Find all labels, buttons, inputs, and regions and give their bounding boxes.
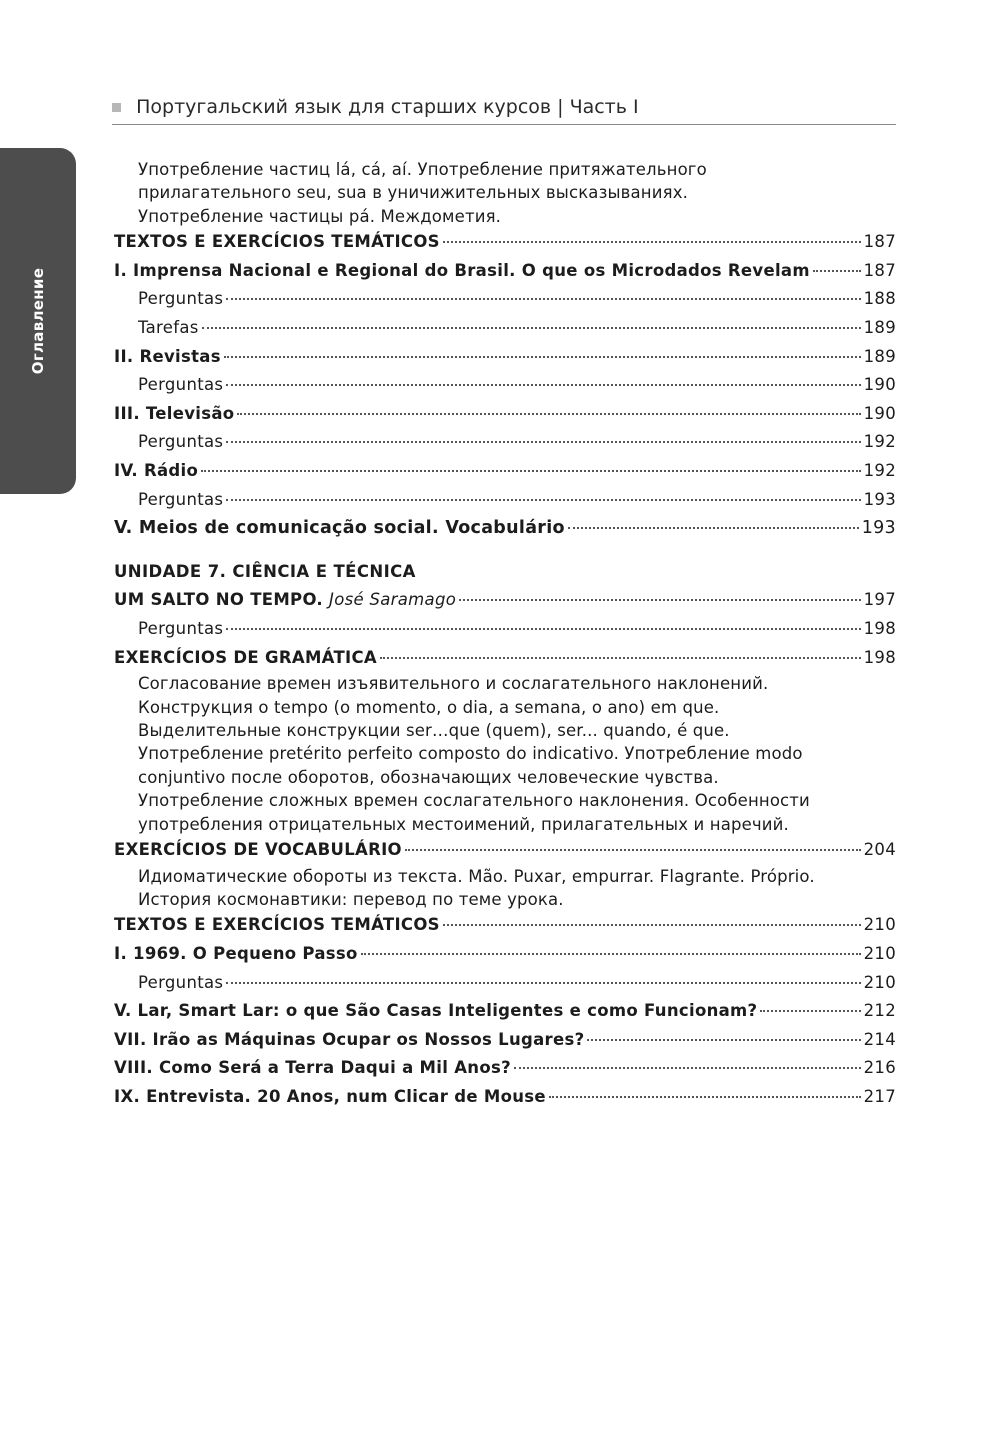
toc-entry-page: 212 (863, 1001, 896, 1021)
toc-entry-label: IX. Entrevista. 20 Anos, num Clicar de Mouse (114, 1086, 546, 1106)
toc-entry-label: Perguntas (138, 618, 224, 638)
toc-subentry[interactable] (114, 428, 896, 457)
toc-entry-page: 190 (863, 375, 896, 395)
toc-entry-page: 210 (863, 943, 896, 963)
toc-entry-page: 193 (863, 489, 896, 509)
toc-entry[interactable] (114, 911, 896, 940)
unit-title: UNIDADE 7. CIÊNCIA E TÉCNICA (114, 561, 416, 581)
toc-entry-page: 190 (863, 403, 896, 423)
desc-line: Согласование времен изъявительного и сослагательного наклонений. (138, 674, 769, 694)
intro-description (114, 158, 896, 228)
toc-entry-page: 198 (863, 647, 896, 667)
header-title: Португальский язык для старших курсов | Часть I (136, 96, 639, 118)
dot-leader (201, 470, 860, 472)
toc-entry-label: Perguntas (138, 489, 224, 509)
toc-entry[interactable] (114, 940, 896, 969)
toc-entry-label: V. Lar, Smart Lar: o que São Casas Inteligentes e como Funcionam? (114, 1001, 758, 1021)
dot-leader (224, 356, 861, 358)
toc-subentry[interactable] (114, 285, 896, 314)
toc-entry-label: III. Televisão (114, 403, 235, 423)
toc-entry-page: 197 (863, 590, 896, 610)
toc-entry[interactable] (114, 228, 896, 257)
dot-leader (813, 270, 861, 272)
toc-entry-page: 189 (863, 318, 896, 337)
toc-entry-label: VIII. Como Será a Terra Daqui a Mil Anos? (114, 1058, 511, 1078)
dot-leader (226, 982, 860, 984)
dot-leader (514, 1067, 861, 1069)
toc-subentry[interactable] (114, 486, 896, 515)
desc-line: Употребление частицы pá. Междометия. (138, 206, 502, 226)
dot-leader (443, 924, 861, 926)
dot-leader (226, 628, 860, 630)
toc-entry[interactable] (114, 1026, 896, 1055)
toc-entry-page: 188 (863, 289, 896, 309)
dot-leader (237, 413, 860, 415)
dot-leader (361, 953, 861, 955)
dot-leader (568, 527, 859, 529)
desc-line: Идиоматические обороты из текста. Mão. Puxar, empurrar. Flagrante. Próprio. (138, 866, 815, 886)
desc-line: употребления отрицательных местоимений, прилагательных и наречий. (138, 814, 789, 834)
toc-entry-label: II. Revistas (114, 346, 221, 366)
toc-entry-label: TEXTOS E EXERCÍCIOS TEMÁTICOS (114, 232, 440, 252)
grammar-description (114, 672, 896, 836)
header-marker-icon (112, 103, 121, 112)
desc-line: Употребление частиц lá, cá, aí. Употребление притяжательного (138, 160, 707, 179)
toc-entry[interactable] (114, 1054, 896, 1083)
side-tab (0, 148, 76, 494)
toc-entry[interactable] (114, 257, 896, 286)
toc-entry-page: 214 (863, 1029, 896, 1049)
toc-entry-label: Tarefas (138, 318, 199, 337)
desc-line: Употребление сложных времен сослагательного наклонения. Особенности (138, 791, 810, 811)
toc-entry-title: UM SALTO NO TEMPO. (114, 590, 323, 610)
toc-entry[interactable] (114, 514, 896, 543)
toc-entry-page: 192 (863, 432, 896, 452)
dot-leader (549, 1096, 861, 1098)
toc-entry-page: 193 (861, 518, 896, 539)
dot-leader (226, 441, 860, 443)
toc-entry-author: José Saramago (329, 590, 457, 610)
toc-entry-page: 187 (863, 260, 896, 280)
toc-entry-label: Perguntas (138, 375, 224, 395)
desc-line: Употребление pretérito perfeito composto do indicativo. Употребление modo (138, 744, 803, 764)
toc-entry-label (114, 586, 456, 615)
dot-leader (443, 241, 861, 243)
toc-subentry[interactable] (114, 314, 896, 343)
toc-entry-label: Perguntas (138, 972, 224, 992)
toc-entry-label: I. 1969. O Pequeno Passo (114, 943, 358, 963)
toc-entry-label: Perguntas (138, 432, 224, 452)
dot-leader (380, 657, 861, 659)
toc-entry[interactable] (114, 343, 896, 372)
toc-entry[interactable] (114, 457, 896, 486)
dot-leader (760, 1010, 860, 1012)
desc-line: Выделительные конструкции ser…que (quem), ser... quando, é que. (138, 720, 730, 740)
toc-entry-label: I. Imprensa Nacional e Regional do Brasil. O que os Microdados Revelam (114, 260, 810, 280)
toc-subentry[interactable] (114, 615, 896, 644)
toc-subentry[interactable] (114, 969, 896, 998)
toc-entry-page: 187 (863, 232, 896, 252)
toc-entry[interactable] (114, 586, 896, 615)
toc-entry-page: 217 (863, 1086, 896, 1106)
toc-entry-label: V. Meios de comunicação social. Vocabulário (114, 518, 565, 539)
toc-entry-page: 210 (863, 915, 896, 935)
toc-entry-label: TEXTOS E EXERCÍCIOS TEMÁTICOS (114, 915, 440, 935)
dot-leader (459, 599, 860, 601)
dot-leader (226, 384, 860, 386)
toc-entry-label: EXERCÍCIOS DE GRAMÁTICA (114, 647, 377, 667)
toc-entry-page: 198 (863, 618, 896, 638)
toc-entry[interactable] (114, 997, 896, 1026)
desc-line: прилагательного seu, sua в уничижительных высказываниях. (138, 183, 688, 203)
page-header (112, 96, 896, 125)
desc-line: conjuntivo после оборотов, обозначающих человеческие чувства. (138, 767, 719, 787)
toc-entry[interactable] (114, 1083, 896, 1112)
toc-entry-label: IV. Rádio (114, 460, 199, 480)
desc-line: Конструкция o tempo (o momento, o dia, a semana, o ano) em que. (138, 697, 720, 717)
toc-entry[interactable] (114, 400, 896, 429)
toc-entry-label: VII. Irão as Máquinas Ocupar os Nossos Lugares? (114, 1029, 585, 1049)
toc-content (114, 158, 896, 1112)
dot-leader (202, 327, 861, 329)
toc-entry-page: 216 (863, 1058, 896, 1078)
dot-leader (226, 298, 860, 300)
toc-entry-page: 204 (863, 839, 896, 859)
toc-entry[interactable] (114, 836, 896, 865)
side-tab-label: Оглавление (29, 267, 47, 375)
toc-entry-label: Perguntas (138, 289, 224, 309)
toc-entry-page: 192 (863, 460, 896, 480)
toc-entry-page: 210 (863, 972, 896, 992)
toc-subentry[interactable] (114, 371, 896, 400)
desc-line: История космонавтики: перевод по теме урока. (138, 889, 564, 909)
dot-leader (587, 1039, 860, 1041)
toc-entry-page: 189 (863, 346, 896, 366)
toc-entry-label: EXERCÍCIOS DE VOCABULÁRIO (114, 839, 402, 859)
dot-leader (405, 849, 861, 851)
dot-leader (226, 499, 860, 501)
vocabulary-description (114, 865, 896, 912)
toc-entry[interactable] (114, 644, 896, 673)
